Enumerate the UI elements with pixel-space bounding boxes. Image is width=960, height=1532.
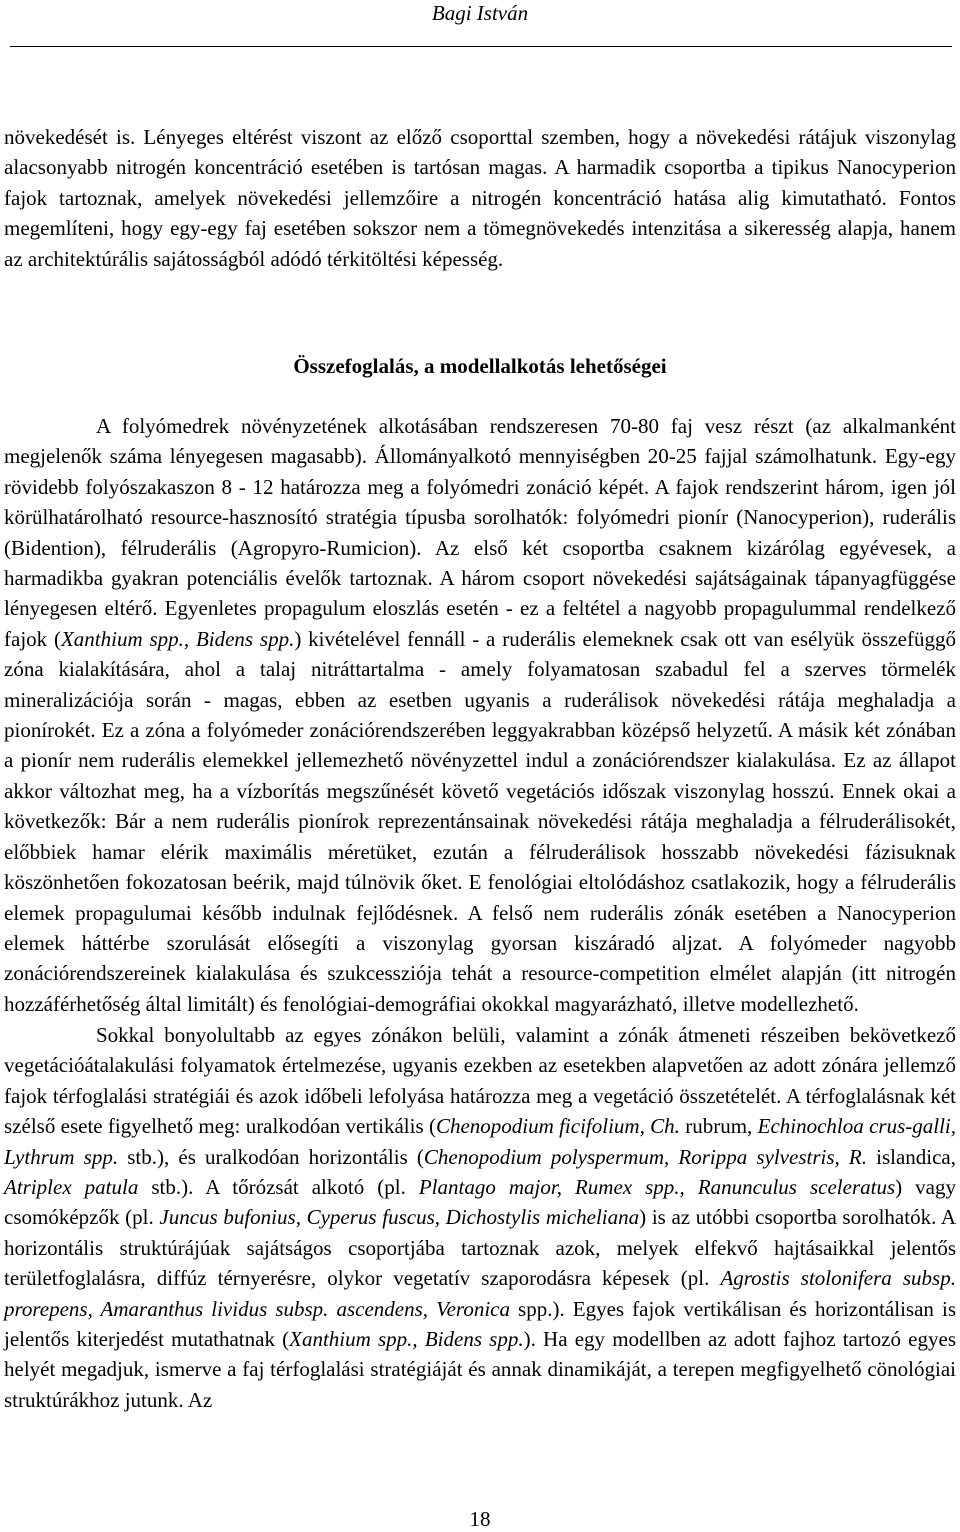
paragraph-summary-text-b: ) kivételével fennáll - a ruderális elemeknek csak ott van esélyük összefüggő zóna kialakítására, ahol a talaj nitráttartalma - amely folyamatosan szabadul fel a szerves törmelék mineralizációja során - magas, ebben az esetben ugyanis a ruderálisok növekedési rátája meghaladja a pionírokét. Ez a zóna a folyómeder zonációrendszerében leggyakrabban középső helyzetű. A másik két zónában a pionír nem ruderális elemekkel jellemezhető növényzettel indul a zonációrendszer kialakulása. Ez az állapot akkor változhat meg, ha a vízborítás megszűnését követő vegetációs időszak viszonylag hosszú. Ennek okai a következők: Bár a nem ruderális pionírok reprezentánsainak növekedési rátája meghaladja a félruderálisokét, előbbiek hamar elérik maximális méretüket, ezután a félruderálisok hosszabb növekedési fázisuknak köszönhetően fokozatosan beérik, majd túlnövik őket. E fenológiai eltolódáshoz csatlakozik, hogy a félruderális elemek propagulumai később indulnak fejlődésnek. A felső nem ruderális zónák esetében a Nanocyperion elemek háttérbe szorulását elősegíti a viszonylag gyorsan kiszáradó aljzat. A folyómeder nagyobb zonációrendszereinek kialakulása és szukcessziója tehát a resource-competition elmélet alapján (itt nitrogén hozzáférhetőség által limitált) és fenológiai-demográfiai okokkal magyarázható, illetve modellezhető. [4,626,956,1016]
species-italic: Xanthium spp., Bidens spp. [60,626,295,651]
species-italic: Chenopodium ficifolium, Ch. [435,1114,680,1139]
paragraph-intro: növekedését is. Lényeges eltérést viszont az előző csoporttal szemben, hogy a növekedési rátájuk viszonylag alacsonyabb nitrogén koncentráció esetében is tartósan magas. A harmadik csoportba a tipikus Nanocyperion fajok tartoznak, amelyek növekedési jellemzőire a nitrogén koncentráció hatása alig kimutatható. Fontos megemlíteni, hogy egy-egy faj esetében sokszor nem a tömegnövekedés intenzitása a sikeresség alapja, hanem az architektúrális sajátosságból adódó térkitöltési képesség. [4,125,956,271]
paragraph-zones [4,1020,956,1415]
paragraph-zones-text-f: ) vagy csomóképzők (pl. [4,1175,956,1230]
species-italic: Xanthium spp., Bidens spp. [289,1327,524,1352]
species-italic: Juncus bufonius, Cyperus fuscus, Dichostylis micheliana [159,1205,640,1230]
paragraph-summary-text-a: A folyómedrek növényzetének alkotásában rendszeresen 70-80 faj vesz részt (az alkalmanként megjelenők száma lényegesen magasabb). Állományalkotó mennyiségben 20-25 fajjal számolhatunk. Egy-egy rövidebb folyószakaszon 8 - 12 határozza meg a folyómedri zonáció képét. A fajok rendszerint három, igen jól körülhatárolható resource-hasznosító stratégia típusba sorolhatók: folyómedri pionír (Nanocyperion), ruderális (Bidention), félruderális (Agropyro-Rumicion). Az első két csoportba csaknem kizárólag egyévesek, a harmadikba gyakran potenciális évelők tartoznak. A három csoport növekedési sajátságainak tápanyagfüggése lényegesen eltérő. Egyenletes propagulum eloszlás esetén - ez a feltétel a nagyobb propagulummal rendelkező fajok ( [4,414,956,651]
species-italic: Agrostis stolonifera subsp. prorepens, Amaranthus lividus subsp. ascendens, Veronica [4,1266,956,1321]
page-number: 18 [469,1507,491,1531]
paragraph-zones-text-c: stb.), és uralkodóan horizontális ( [118,1144,424,1169]
species-italic: Chenopodium polyspermum, Rorippa sylvestris, R. [423,1144,867,1169]
species-italic: Plantago major, Rumex spp., Ranunculus sceleratus [418,1175,896,1200]
paragraph-zones-text-h: spp.). Egyes fajok vertikálisan és horizontálisan is jelentős kiterjedést mutathatnak ( [4,1296,956,1352]
species-italic: Atriplex patula [4,1175,139,1200]
paragraph-zones-text-b: rubrum, [679,1114,758,1139]
paragraph-zones-text-g: ) is az utóbbi csoportba sorolhatók. A horizontális struktúrájúak sajátságos csoportjába tartoznak azok, melyek elfekvő hajtásaikkal jelentős területfoglalásra, diffúz térnyerésre, olykor vegetatív szaporodásra képesek (pl. [4,1205,957,1291]
paragraph-summary [4,411,956,1019]
header-rule [10,46,952,47]
species-italic: Echinochloa crus-galli, Lythrum spp. [4,1114,956,1169]
section-heading: Összefoglalás, a modellalkotás lehetőségei [293,354,667,378]
paragraph-zones-text-d: islandica, [866,1144,957,1169]
paragraph-zones-text-i: ). Ha egy modellben az adott fajhoz tartozó egyes helyét megadjuk, ismerve a faj térfoglalási stratégiáját és annak dinamikáját, a terepen megfigyelhető cönológiai struktúrákhoz jutunk. Az [4,1327,956,1412]
running-header-author: Bagi István [431,1,529,25]
paragraph-zones-text-a: Sokkal bonyolultabb az egyes zónákon belüli, valamint a zónák átmeneti részeiben bekövetkező vegetációátalakulási folyamatok értelmezése, ugyanis ezekben az esetekben alapvetően az adott zónára jellemző fajok térfoglalási stratégiái és azok időbeli lefolyása határozza meg a vegetáció összetételét. A térfoglalásnak két szélső esete figyelhető meg: uralkodóan vertikális ( [4,1023,956,1139]
paragraph-zones-text-e: stb.). A tőrózsát alkotó (pl. [138,1175,419,1200]
